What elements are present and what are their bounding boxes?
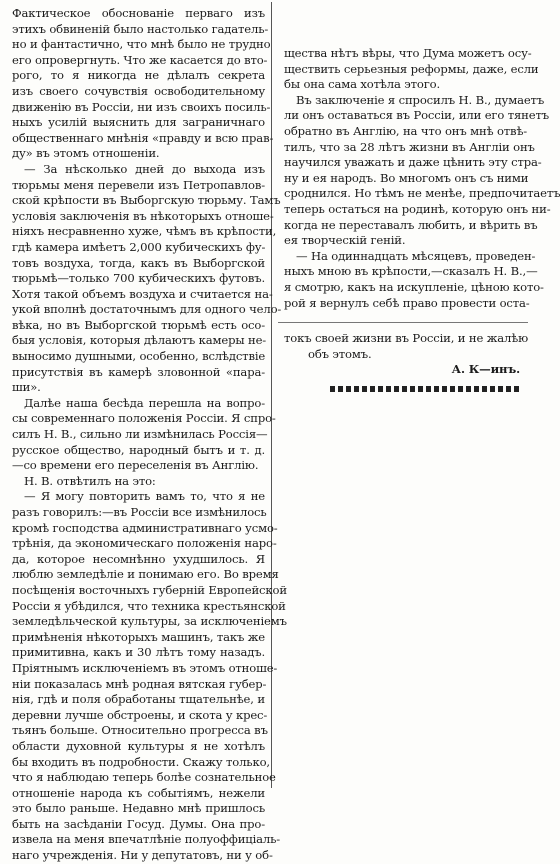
text-line: это было раньше. Недавно мнѣ пришлось — [12, 801, 265, 816]
text-line: ныхъ усилій выяснить для заграничнаго — [12, 115, 265, 130]
text-line: ду» въ этомъ отношеніи. — [12, 146, 160, 161]
text-line: Далѣе наша бесѣда перешла на вопро- — [24, 395, 265, 410]
column-cut-divider — [278, 322, 528, 323]
text-line: трѣнія, да экономическаго положенія наро- — [12, 536, 277, 551]
text-line: ніи показалась мнѣ родная вятская губер- — [12, 676, 267, 691]
text-line: силъ Н. В., сильно ли измѣнилась Россія— — [12, 427, 268, 442]
text-line: быя условія, которыя дѣлаютъ камеры не- — [12, 333, 267, 348]
text-line: посѣщенія восточныхъ губерній Европейской — [12, 582, 287, 597]
text-line: укой вполнѣ достаточнымъ для одного чело- — [12, 302, 282, 317]
text-line: условія заключенія въ нѣкоторыхъ отноше- — [12, 208, 274, 223]
text-line: люблю земледѣліе и понимаю его. Во время — [12, 567, 279, 582]
left-column — [4, 2, 287, 863]
text-line: —со времени его переселенія въ Англію. — [12, 458, 259, 473]
text-line: ществить серьезныя реформы, даже, если — [284, 61, 539, 76]
text-line: токъ своей жизни въ Россіи, и не жалѣю — [284, 331, 529, 346]
text-line: бы она сама хотѣла этого. — [284, 77, 440, 92]
text-line: примѣненія нѣкоторыхъ машинъ, такъ же — [12, 629, 266, 644]
text-line: Хотя такой объемъ воздуха и считается на- — [12, 286, 273, 301]
text-line: ну и ея народъ. Во многомъ онъ съ ними — [284, 170, 529, 185]
text-line: отношеніе народа къ событіямъ, нежели — [12, 785, 265, 800]
text-line: тилъ, что за 28 лѣтъ жизни въ Англіи онъ — [284, 139, 535, 154]
text-line: Въ заключеніе я спросилъ Н. В., думаетъ — [296, 92, 545, 107]
text-line: ныхъ мною въ крѣпости,—сказалъ Н. В.,— — [284, 264, 538, 279]
text-line: деревни лучше обстроены, и скота у крес- — [12, 707, 268, 722]
text-line: когда не переставалъ любить, и вѣрить въ — [284, 217, 538, 232]
text-line: тьянъ больше. Относительно прогресса въ — [12, 723, 268, 738]
text-line: сы современнаго положенія Россіи. Я спро- — [12, 411, 276, 426]
text-line: сроднился. Но тѣмъ не менѣе, предпочитаетъ — [284, 186, 560, 201]
text-line: ея творческій геній. — [284, 233, 406, 248]
text-line: выносимо душными, особенно, вслѣдствіе — [12, 349, 266, 364]
text-line: этихъ обвиненій было настолько гадатель- — [12, 21, 269, 36]
text-line: присутствія въ камерѣ зловонной «пара- — [12, 364, 265, 379]
text-line: рой я вернулъ себѣ право провести оста- — [284, 295, 530, 310]
text-line: да, которое несомнѣнно ухудшилось. Я — [12, 551, 265, 566]
text-line: тюрьмѣ—только 700 кубическихъ футовъ. — [12, 271, 265, 286]
text-line: научился уважать и даже цѣнить эту стра- — [284, 155, 542, 170]
text-line: извела на меня впечатлѣніе полуоффиціаль- — [12, 832, 281, 847]
text-line: теперь остаться на родинѣ, которую онъ ни- — [284, 201, 551, 216]
text-line: русское общество, народный бытъ и т. д. — [12, 442, 265, 457]
text-line: Россіи я убѣдился, что техника крестьянской — [12, 598, 286, 613]
text-line: — На одиннадцать мѣсяцевъ, проведен- — [296, 248, 536, 263]
text-line: — За нѣсколько дней до выхода изъ — [24, 161, 265, 176]
text-line: быть на засѣданіи Госуд. Думы. Она про- — [12, 816, 265, 831]
text-line: разъ говорилъ:—въ Россіи все измѣнилось — [12, 505, 267, 519]
text-line: нія, гдѣ и поля обработаны тщательнѣе, и — [12, 692, 265, 707]
text-line: — Я могу повторить вамъ то, что я не — [24, 489, 265, 504]
text-line: примитивна, какъ и 30 лѣтъ тому назадъ. — [12, 645, 265, 660]
author-signature: А. К—инъ. — [451, 362, 520, 377]
text-line: кромѣ господства административнаго усмо- — [12, 520, 278, 535]
text-line: ли онъ оставаться въ Россіи, или его тянетъ — [284, 108, 549, 123]
decorative-rule — [330, 386, 522, 392]
text-line: Н. В. отвѣтилъ на это: — [24, 473, 156, 488]
text-line: но и фантастично, что мнѣ было не трудно — [12, 37, 271, 52]
text-line: рого, то я никогда не дѣлалъ секрета — [12, 68, 265, 83]
text-line: обратно въ Англію, на что онъ мнѣ отвѣ- — [284, 123, 528, 138]
text-line: что я наблюдаю теперь болѣе сознательное — [12, 770, 276, 785]
text-line: Пріятнымъ исключеніемъ въ этомъ отноше- — [12, 660, 278, 675]
text-line: я смотрю, какъ на искупленіе, цѣною кото- — [284, 279, 544, 294]
text-line: бы входить въ подробности. Скажу только, — [12, 754, 270, 769]
text-line: ской крѣпости въ Выборгскую тюрьму. Тамъ — [12, 193, 281, 208]
text-line: земледѣльческой культуры, за исключеніемъ — [12, 614, 287, 629]
text-line: изъ своего сочувствія освободительному — [12, 83, 265, 98]
text-line: объ этомъ. — [308, 346, 372, 361]
text-line: гдѣ камера имѣетъ 2,000 кубическихъ фу- — [12, 239, 266, 254]
right-column — [278, 0, 560, 392]
text-line: его опровергнуть. Что же касается до вто- — [12, 52, 268, 67]
text-line: Фактическое обоснованіе перваго изъ — [12, 6, 265, 20]
text-line: товъ воздуха, тогда, какъ въ Выборгской — [12, 255, 265, 270]
text-line: общественнаго мнѣнія «правду и всю прав- — [12, 130, 274, 145]
text-line: щества нѣтъ вѣры, что Дума можетъ осу- — [284, 46, 532, 60]
text-line: движенію въ Россіи, ни изъ своихъ посиль- — [12, 99, 271, 114]
text-line: тюрьмы меня перевели изъ Петропавлов- — [12, 177, 265, 192]
text-line: наго учрежденія. Ни у депутатовъ, ни у об- — [12, 848, 273, 863]
text-line: вѣка, но въ Выборгской тюрьмѣ есть осо- — [12, 317, 265, 332]
text-line: области духовной культуры я не хотѣлъ — [12, 738, 265, 753]
text-line: ши». — [12, 380, 41, 395]
text-line: ніяхъ несравненно хуже, чѣмъ въ крѣпости, — [12, 224, 277, 239]
